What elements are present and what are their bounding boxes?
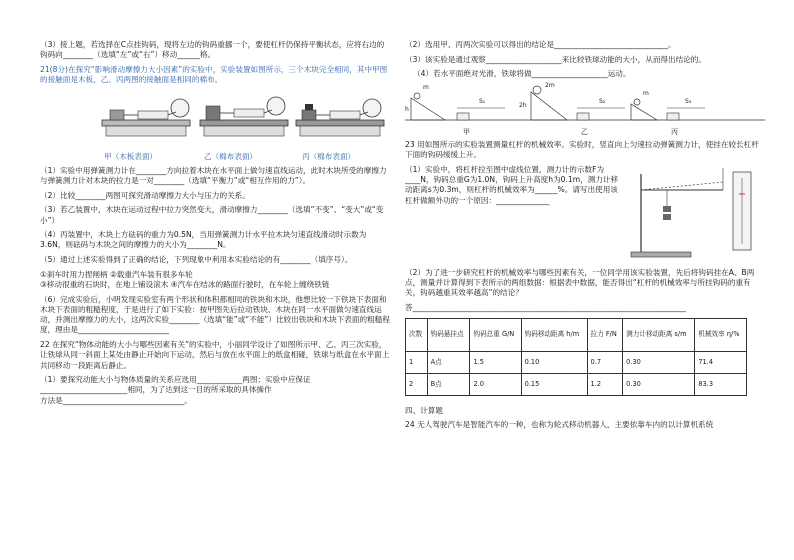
mark-2m: 2m: [545, 81, 555, 89]
table-header: 测力计移动距离 s/m: [623, 318, 695, 351]
fig-label-bing: 丙（棉布表面）: [302, 151, 356, 161]
rail-label-jia: 甲: [463, 127, 470, 136]
friction-setup-illustration: [40, 90, 390, 148]
table-cell: 0.15: [521, 373, 587, 395]
mark-2h: 2h: [519, 101, 527, 109]
table-cell: 0.30: [623, 351, 695, 373]
question-20-3: （3）接上题，若选择在C点挂钩码，现将左边的钩码重挪一个，要使杠杆仍保持平衡状态，应将右边的钩码向________（选填“左”或“右”）移动______格。: [40, 40, 385, 60]
question-22-4: （4）若水平面绝对光滑，铁球将做____________________运动。: [413, 69, 631, 79]
fig-label-yi: 乙（棉布表面）: [204, 151, 258, 161]
question-22-1-line2: _______________________相同，为了达到这一目的所采取的具体操作: [40, 385, 272, 395]
table-cell: 2: [406, 373, 428, 395]
table-cell: 0.7: [587, 351, 623, 373]
lever-data-table: [405, 318, 747, 396]
table-cell: 1: [406, 351, 428, 373]
question-21-5-options-a: ①刹车时用力捏闸柄 ②载重汽车装有很多车轮: [40, 269, 193, 279]
friction-experiment-figure: [40, 90, 390, 148]
table-cell: 2.0: [470, 373, 521, 395]
question-21-5: （5）通过上述实验得到了正确的结论，下列现象中利用本实验结论的有________（填序号）。: [40, 255, 353, 265]
table-row: [406, 351, 747, 373]
table-cell: 1.2: [587, 373, 623, 395]
question-22-2: （2）选用甲、丙两次实验可以得出的结论是______________________________。: [405, 40, 676, 49]
question-23-2: （2）为了进一步研究杠杆的机械效率与哪些因素有关，一位同学用该实验装置，先后将钩码挂在A、B两点，测量并计算得到下表所示的两组数据：根据表中数据，能否得出“杠杆的机械效率与所挂钩码的重有关，钩码越重其效率越高”的结论？: [405, 267, 755, 298]
question-22-3: （3）该实验是通过观察____________________来比较铁球动能的大小，从而得出结论的。: [405, 54, 706, 64]
table-header: 钩码悬挂点: [427, 318, 470, 351]
mark-s1: S₁: [479, 97, 486, 105]
question-23-intro: 23 用如图所示的实验装置测量杠杆的机械效率。实验时，竖直向上匀速拉动弹簧测力计，使挂在较长杠杆下面的钩码缓缓上升。: [405, 139, 759, 160]
question-21-intro: 21(8分)在探究“影响滑动摩擦力大小因素”的实验中，实验装置如图所示，三个木块完全相同，其中甲图的接触面是木板，乙、丙两图的接触面是相同的棉布。: [40, 64, 388, 85]
fig-label-jia: 甲（木板表面）: [104, 151, 158, 161]
table-header: 次数: [406, 318, 428, 351]
question-24: 24 无人驾驶汽车是智能汽车的一种，也称为轮式移动机器人，主要依靠车内的以计算机系统: [405, 420, 714, 430]
question-22-1-line3: 方法是________________________________。: [40, 395, 192, 405]
table-header: 机械效率 η/%: [695, 318, 747, 351]
table-row: [406, 373, 747, 395]
mark-m1: m: [423, 83, 429, 91]
answer-line: 答________________________________________________________________________: [405, 303, 686, 313]
question-21-1: （1）实验中用弹簧测力计在________方向拉着木块在水平面上做匀速直线运动，此时木块所受的摩擦力与弹簧测力计对木块的拉力是一对________（选填“平衡力”或“相互作用的力”）。: [40, 165, 387, 186]
mark-m2: m: [643, 89, 649, 97]
lever-apparatus-illustration: [627, 164, 763, 260]
mark-s2: S₂: [599, 97, 606, 105]
question-23-block: [405, 140, 765, 268]
question-22-intro: 22 在探究“物体动能的大小与哪些因素有关”的实验中，小丽同学设计了如图所示甲、乙、丙三次实验，让铁球从同一斜面上某处由静止开始向下运动，然后与放在水平面上的纸盒相碰，铁球与纸盒在水平面上共同移动一段距离后静止。: [40, 340, 390, 370]
table-header: 钩码总重 G/N: [470, 318, 521, 351]
friction-figure-labels: [40, 152, 390, 162]
question-21-4: （4）丙装置中，木块上方砝码的重力为0.5N，当用弹簧测力计水平拉木块匀速直线滑动时示数为3.6N，则砝码与木块之间的摩擦力的大小为________N。: [40, 230, 367, 250]
rail-label-yi: 乙: [581, 127, 588, 136]
ramp-ball-illustration: [405, 81, 765, 128]
table-cell: B点: [427, 373, 470, 395]
question-21-2: （2）比较________两图可探究滑动摩擦力大小与压力的关系。: [40, 190, 250, 200]
table-cell: 0.10: [521, 351, 587, 373]
right-column: [405, 40, 765, 435]
rail-label-bing: 丙: [671, 127, 678, 136]
kinetic-energy-figure: [405, 81, 765, 136]
table-cell: 0.30: [623, 373, 695, 395]
table-header: 拉力 F/N: [587, 318, 623, 351]
question-21-3: （3）若乙装置中，木块在运动过程中拉力突然变大，滑动摩擦力________（选填“不变”、“变大”或“变小”）: [40, 205, 384, 225]
question-21-6: （6）完成实验后，小明发现实验室有两个形状和体积都相同的铁块和木块，他想比较一下铁块下表面和木块下表面的粗糙程度，于是进行了如下实验：按甲图先后拉动铁块、木块在同一水平面做匀速直线运动，并测出摩擦力的大小，这两次实验________（选填“能”或“不能”）比较出铁块和木块下表面的粗糙程度，理由是________________________: [40, 294, 390, 335]
table-header: 钩码移动距离 h/m: [521, 318, 587, 351]
table-cell: 1.5: [470, 351, 521, 373]
section-heading-calculation: 四、计算题: [405, 405, 443, 415]
table-cell: A点: [427, 351, 470, 373]
left-column: [40, 40, 390, 410]
table-cell: 83.3: [695, 373, 747, 395]
question-21-5-options-b: ③移动很重的石块时，在地上铺设滚木 ④汽车在结冰的路面行驶时，在车轮上缠绕铁链: [40, 279, 330, 289]
question-23-1: （1）实验中，将杠杆拉至图中虚线位置，测力计的示数F为____N，钩码总重G为1.0N，钩码上升高度h为0.1m，测力计移动距离s为0.3m，则杠杆的机械效率为______%。请写出使用该杠杆做额外功的一个原因：______________: [405, 164, 619, 205]
table-cell: 71.4: [695, 351, 747, 373]
question-22-1-line1: （1）要探究动能大小与物体质量的关系应选用____________两图；实验中应保证: [40, 375, 311, 385]
table-header-row: [406, 318, 747, 351]
mark-s3: S₃: [685, 97, 692, 105]
mark-h: h: [405, 105, 409, 113]
